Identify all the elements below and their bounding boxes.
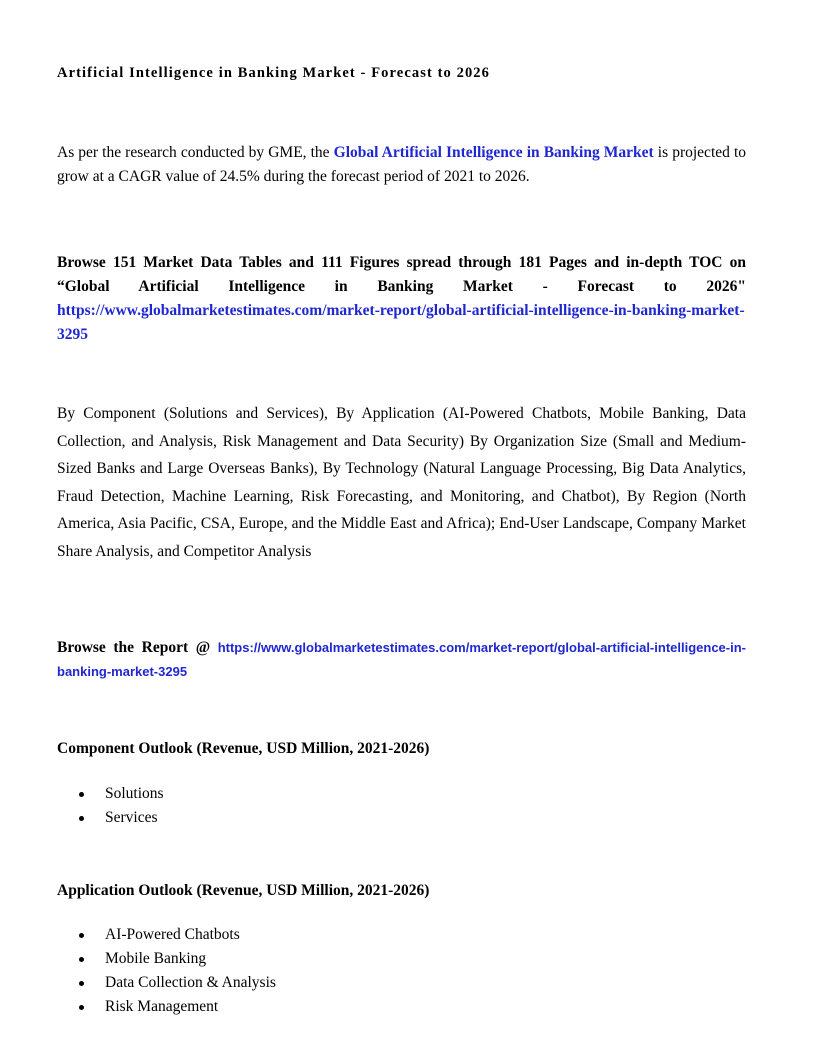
list-item: Risk Management — [57, 995, 276, 1019]
bullet-icon — [79, 792, 84, 797]
browse-toc-paragraph — [57, 251, 746, 347]
list-item: Solutions — [57, 782, 164, 806]
application-outlook-list — [57, 923, 276, 1019]
intro-text-before: As per the research conducted by GME, the — [57, 144, 334, 161]
bullet-icon — [79, 957, 84, 962]
browse-report-link[interactable]: https://www.globalmarketestimates.com/market-report/global-artificial-intelligence-in-banking-market-3295 — [57, 640, 746, 679]
list-item: Mobile Banking — [57, 947, 276, 971]
bullet-icon — [79, 933, 84, 938]
document-title: Artificial Intelligence in Banking Market - Forecast to 2026 — [57, 65, 491, 81]
market-link[interactable]: Global Artificial Intelligence in Banking Market — [333, 144, 654, 161]
list-item: AI-Powered Chatbots — [57, 923, 276, 947]
browse-report-paragraph — [57, 636, 746, 684]
segmentation-paragraph: By Component (Solutions and Services), By Application (AI-Powered Chatbots, Mobile Banking, Data Collection, and Analysis, Risk Management and Data Security) By Organization Size (Small and Medium-Sized Banks and Large Overseas Banks), By Technology (Natural Language Processing, Big Data Analytics, Fraud Detection, Machine Learning, Risk Forecasting, and Monitoring, and Chatbot), By Region (North America, Asia Pacific, CSA, Europe, and the Middle East and Africa); End-User Landscape, Company Market Share Analysis, and Competitor Analysis — [57, 405, 746, 560]
component-outlook-list — [57, 782, 164, 830]
intro-text-after: is projected to grow at a CAGR value of 24.5% during the forecast period of 2021 to 2026. — [57, 144, 747, 185]
intro-paragraph — [57, 141, 746, 189]
list-item: Data Collection & Analysis — [57, 971, 276, 995]
application-outlook-heading: Application Outlook (Revenue, USD Million, 2021-2026) — [57, 882, 430, 899]
bullet-icon — [79, 981, 84, 986]
browse-report-label: Browse the Report @ — [57, 639, 218, 656]
bullet-icon — [79, 1005, 84, 1010]
browse-toc-text: Browse 151 Market Data Tables and 111 Figures spread through 181 Pages and in-depth TOC on “Global Artificial Intelligence in Banking Market - Forecast to 2026" — [57, 254, 746, 295]
list-item: Services — [57, 806, 164, 830]
component-outlook-heading: Component Outlook (Revenue, USD Million, 2021-2026) — [57, 740, 430, 757]
bullet-icon — [79, 816, 84, 821]
report-url-link[interactable]: https://www.globalmarketestimates.com/market-report/global-artificial-intelligence-in-banking-market-3295 — [57, 302, 745, 343]
